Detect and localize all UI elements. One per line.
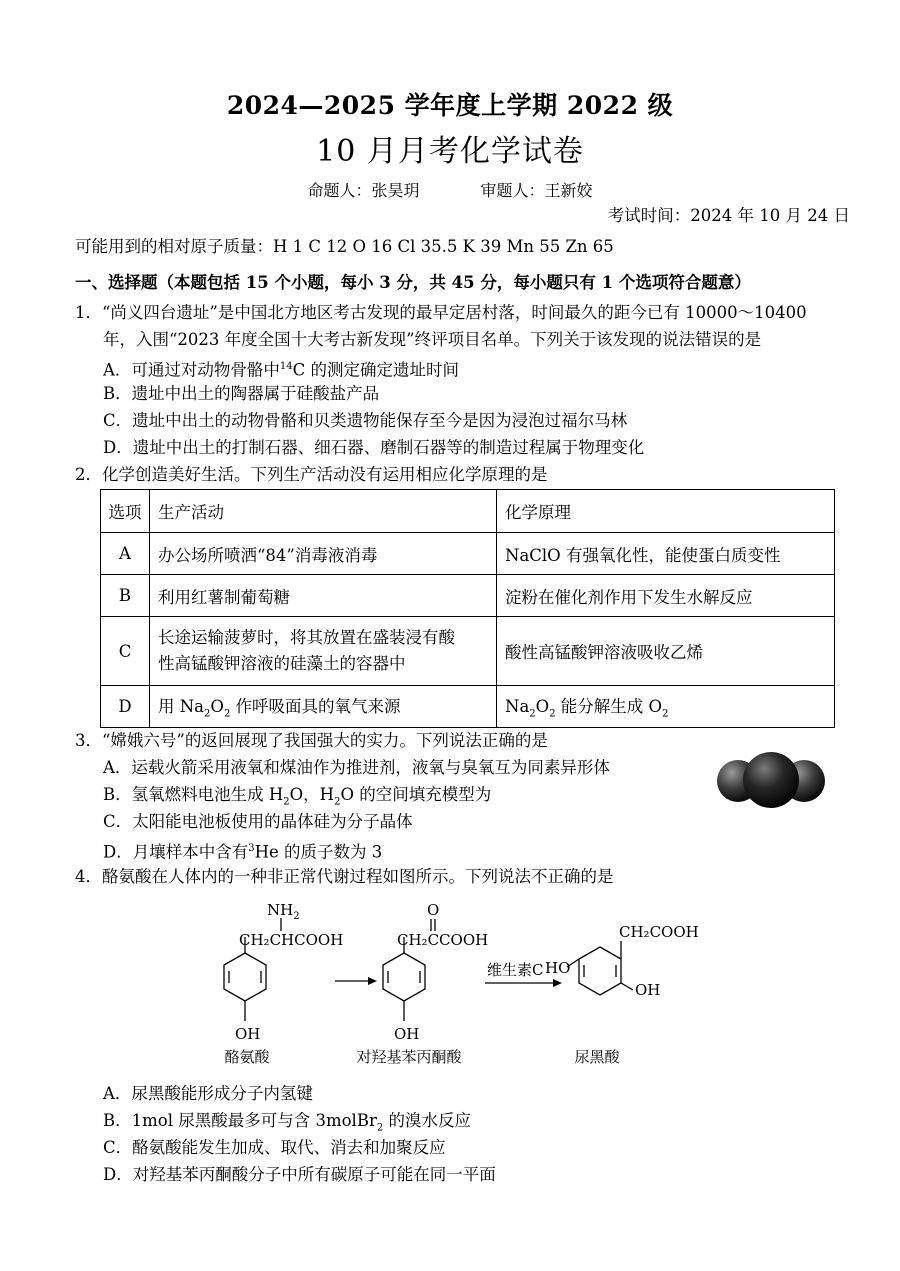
reaction-scheme — [195, 895, 715, 1075]
hpp-hydroxyl: OH — [394, 1025, 420, 1043]
row-key: C — [101, 617, 150, 686]
q1-option-c: C．遗址中出土的动物骨骼和贝类遗物能保存至今是因为浸泡过福尔马林 — [103, 411, 628, 430]
hga-hydroxyl-left: HO — [545, 959, 571, 977]
q3-stem: 3．“嫦娥六号”的返回展现了我国强大的实力。下列说法正确的是 — [75, 731, 548, 750]
tyrosine-ring — [224, 953, 266, 1001]
q1-option-d: D．遗址中出土的打制石器、细石器、磨制石器等的制造过程属于物理变化 — [103, 438, 645, 457]
exam-title-subject: 10 月月考化学试卷 — [316, 134, 584, 169]
row-principle: 淀粉在催化剂作用下发生水解反应 — [497, 575, 835, 617]
q1-stem-line1: 1．“尚义四台遗址”是中国北方地区考古发现的最早定居村落，时间最久的距今已有 10000～10400 — [75, 303, 807, 322]
hga-side-chain: CH₂COOH — [619, 923, 699, 941]
hga-ring — [579, 947, 621, 995]
table-row — [101, 686, 835, 728]
table-header-option: 选项 — [101, 490, 150, 533]
tyrosine-hydroxyl: OH — [235, 1025, 261, 1043]
q3-option-b: B．氢氧燃料电池生成 $H_2O$，$H_2O$ 的空间填充模型为 — [103, 785, 492, 808]
q4-option-a: A．尿黑酸能形成分子内氢键 — [103, 1084, 313, 1103]
q2-stem: 2．化学创造美好生活。下列生产活动没有运用相应化学原理的是 — [75, 465, 548, 484]
exam-title-year: 2024—2025 学年度上学期 2022 级 — [226, 91, 674, 120]
q2-table — [100, 489, 835, 728]
table-header-principle: 化学原理 — [497, 490, 835, 533]
tyrosine-side-chain: CH₂CHCOOH — [239, 931, 344, 949]
row-activity: 利用红薯制葡萄糖 — [150, 575, 497, 617]
tyrosine-amino-label: $NH_2$ — [267, 901, 300, 922]
row-activity: 用 $Na_2O_2$ 作呼吸面具的氧气来源 — [150, 686, 497, 728]
hpp-carbonyl-oxygen: O — [427, 901, 440, 919]
q4-option-d: D．对羟基苯丙酮酸分子中所有碳原子可能在同一平面 — [103, 1165, 496, 1184]
table-row — [101, 533, 835, 575]
reviewer: 审题人：王新姣 — [480, 181, 593, 200]
q3-option-c: C．太阳能电池板使用的晶体硅为分子晶体 — [103, 812, 413, 831]
table-header-activity: 生产活动 — [150, 490, 497, 533]
row-principle: 酸性高锰酸钾溶液吸收乙烯 — [497, 617, 835, 686]
row-key: B — [101, 575, 150, 617]
hpp-side-chain: CH₂CCOOH — [397, 931, 489, 949]
row-activity: 办公场所喷洒“84”消毒液消毒 — [150, 533, 497, 575]
row-principle: NaClO 有强氧化性，能使蛋白质变性 — [497, 533, 835, 575]
tyrosine-name: 酪氨酸 — [224, 1048, 270, 1066]
water-space-filling-model — [716, 750, 826, 810]
hga-hydroxyl-right: OH — [635, 981, 661, 999]
hpp-ring — [383, 953, 425, 1001]
hpp-name: 对羟基苯丙酮酸 — [356, 1048, 462, 1066]
row-key: D — [101, 686, 150, 728]
table-row — [101, 575, 835, 617]
table-row — [101, 617, 835, 686]
section-heading: 一、选择题（本题包括 15 个小题，每小 3 分，共 45 分，每小题只有 1 个选项符合题意） — [75, 273, 751, 292]
row-principle: $Na_2O_2$ 能分解生成 $O_2$ — [497, 686, 835, 728]
vitamin-c-label: 维生素C — [487, 961, 544, 979]
q1-option-b: B．遗址中出土的陶器属于硅酸盐产品 — [103, 384, 380, 403]
table-header-row — [101, 490, 835, 533]
q1-stem-line2: 年，入围“2023 年度全国十大考古新发现”终评项目名单。下列关于该发现的说法错误的是 — [103, 330, 762, 349]
authors-line — [0, 178, 900, 201]
q1-option-a: A．可通过对动物骨骼中$^{14}$C 的测定确定遗址时间 — [103, 360, 460, 380]
q4-option-b: B．1mol 尿黑酸最多可与含 3molBr$_2$ 的溴水反应 — [103, 1111, 471, 1134]
atomic-masses: 可能用到的相对原子质量：H 1 C 12 O 16 Cl 35.5 K 39 Mn 55 Zn 65 — [75, 237, 614, 256]
oxygen-atom — [743, 752, 799, 808]
setter: 命题人：张昊玥 — [307, 181, 420, 200]
row-activity: 长途运输菠萝时，将其放置在盛装浸有酸 性高锰酸钾溶液的硅藻土的容器中 — [150, 617, 497, 686]
hga-name: 尿黑酸 — [574, 1048, 620, 1066]
q4-stem: 4．酪氨酸在人体内的一种非正常代谢过程如图所示。下列说法不正确的是 — [75, 867, 614, 886]
row-key: A — [101, 533, 150, 575]
q3-option-d: D．月壤样本中含有$^3$He 的质子数为 3 — [103, 842, 383, 862]
q4-option-c: C．酪氨酸能发生加成、取代、消去和加聚反应 — [103, 1138, 446, 1157]
q3-option-a: A．运载火箭采用液氧和煤油作为推进剂，液氧与臭氧互为同素异形体 — [103, 758, 610, 777]
exam-date: 考试时间：2024 年 10 月 24 日 — [607, 206, 850, 225]
